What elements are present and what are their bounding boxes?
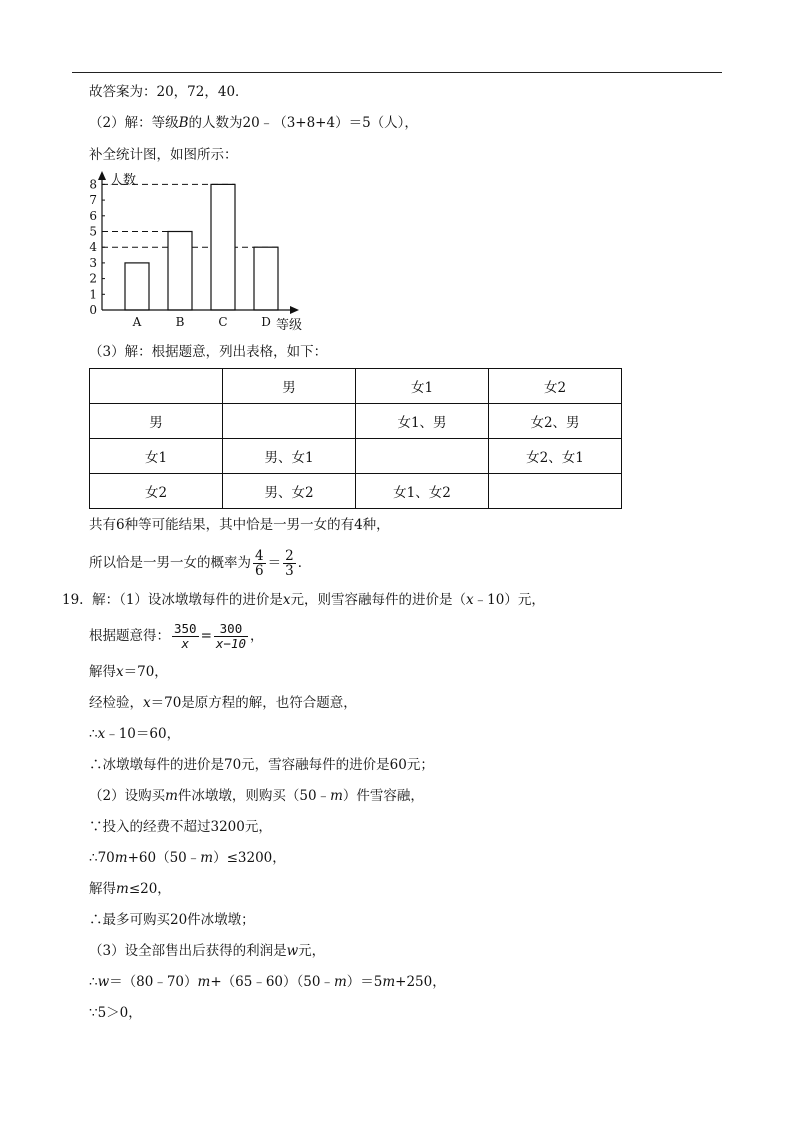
table-cell: 男、女1 [223, 439, 356, 474]
x-axis-label: 等级 [276, 318, 303, 333]
table-cell [489, 474, 622, 509]
q19-check-line: 经检验，x＝70是原方程的解，也符合题意， [89, 695, 357, 711]
bar-chart [80, 168, 380, 338]
y-tick-label: 2 [89, 271, 97, 286]
y-axis-label: 人数 [110, 173, 137, 188]
q19-inequality-line: ∴70m+60（50﹣m）≤3200， [89, 850, 286, 866]
table-cell: 男 [90, 404, 223, 439]
fraction: $\frac{350}{x}$ [174, 621, 197, 651]
table-cell: 男、女2 [223, 474, 356, 509]
y-tick-label: 1 [89, 287, 97, 302]
q19-line10: 解得m≤20， [89, 881, 171, 897]
q19-line6: ∴冰墩墩每件的进价是70元，雪容融每件的进价是60元； [89, 757, 434, 773]
x-axis-arrow [290, 306, 299, 314]
table-cell: 女2、女1 [489, 439, 622, 474]
q19-line1: 19. 解：（1）设冰墩墩每件的进价是x元，则雪容融每件的进价是（x﹣10）元， [62, 592, 545, 608]
y-tick-label: 6 [89, 208, 97, 223]
q19-line11: ∴最多可购买20件冰墩墩； [89, 912, 255, 928]
table-cell: 女1 [356, 369, 489, 404]
x-tick-label: D [261, 315, 271, 329]
question-number: 19. [62, 592, 84, 608]
answer-line: 故答案为：20，72，40． [89, 84, 249, 100]
part2-line: （2）解：等级B的人数为20﹣（3+8+4）＝5（人）， [89, 115, 418, 131]
bar-B [168, 232, 192, 311]
outcomes-line: 共有6种等可能结果，其中恰是一男一女的有4种， [89, 517, 390, 533]
x-tick-label: A [132, 315, 142, 329]
table-cell: 女2、男 [489, 404, 622, 439]
chart-intro-line: 补全统计图，如图所示： [89, 147, 238, 163]
q19-profit-line: ∴w＝（80﹣70）m+（65﹣60）（50﹣m）＝5m+250， [89, 974, 446, 990]
q19-line5: ∴x﹣10＝60， [89, 726, 181, 742]
table-cell [356, 439, 489, 474]
table-row [90, 404, 622, 439]
y-axis-arrow [98, 171, 106, 180]
table-cell [223, 404, 356, 439]
q19-part3-line: （3）设全部售出后获得的利润是w元， [89, 943, 326, 959]
y-tick-label: 0 [89, 303, 97, 317]
table-cell [90, 369, 223, 404]
x-tick-label: C [218, 315, 228, 329]
y-tick-label: 5 [89, 224, 97, 239]
table-cell: 女1、男 [356, 404, 489, 439]
q19-solve-line: 解得x＝70， [89, 664, 168, 680]
fraction: $\frac{2}{3}$ [285, 548, 294, 579]
fraction: $\frac{4}{6}$ [255, 548, 264, 579]
fraction: $\frac{300}{x-10}$ [215, 621, 246, 651]
q19-line8: ∵投入的经费不超过3200元， [89, 819, 272, 835]
y-tick-label: 8 [89, 177, 97, 192]
bar-D [254, 247, 278, 310]
q19-part2-line: （2）设购买m件冰墩墩，则购买（50﹣m）件雪容融， [89, 788, 424, 804]
table-cell: 女2 [90, 474, 223, 509]
x-tick-label: B [175, 315, 185, 329]
bar-C [211, 184, 235, 310]
outcome-table [89, 368, 622, 509]
y-tick-label: 3 [89, 255, 97, 270]
table-cell: 女1 [90, 439, 223, 474]
part3-line: （3）解：根据题意，列出表格，如下： [89, 344, 328, 360]
q19-line14: ∵5＞0， [89, 1005, 142, 1021]
y-tick-label: 4 [89, 240, 97, 255]
table-row [90, 439, 622, 474]
bar-A [125, 263, 149, 310]
table-cell: 男 [223, 369, 356, 404]
header-rule [72, 72, 722, 73]
y-tick-label: 7 [89, 193, 97, 208]
equation-line: 根据题意得： $\frac{350}{x}$ = $\frac{300}{x-10}$ ， [89, 621, 264, 651]
table-cell: 女1、女2 [356, 474, 489, 509]
table-cell: 女2 [489, 369, 622, 404]
table-row [90, 369, 622, 404]
probability-line: 所以恰是一男一女的概率为 $\frac{4}{6}$ ＝ $\frac{2}{3}$ ． [89, 548, 312, 579]
table-row [90, 474, 622, 509]
